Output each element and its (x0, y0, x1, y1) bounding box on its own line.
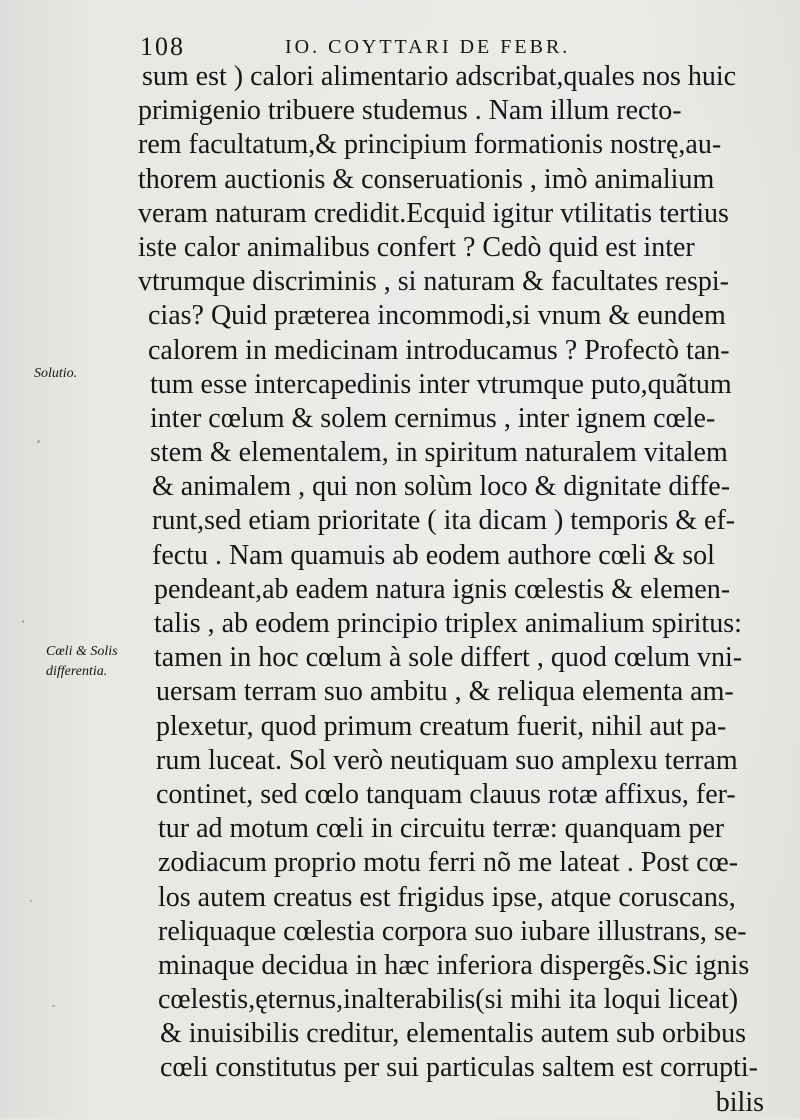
text-line: inter cœlum & solem cernimus , inter ignem cœle- (150, 402, 716, 434)
text-line: rum luceat. Sol verò neutiquam suo amplexu terram (156, 744, 738, 776)
text-line: uersam terram suo ambitu , & reliqua elementa am- (156, 676, 734, 708)
text-line: & inuisibilis creditur, elementalis autem sub orbibus (160, 1018, 747, 1050)
text-line: los autem creatus est frigidus ipse, atque coruscans, (158, 881, 736, 913)
text-line: thorem auctionis & conseruationis , imò animalium (138, 163, 715, 195)
paper-speck (37, 440, 40, 443)
text-line: & animalem , qui non solùm loco & dignitate diffe- (152, 471, 731, 503)
paper-speck (30, 900, 32, 902)
text-line: zodiacum proprio motu ferri nõ me lateat . Post cœ- (158, 847, 739, 879)
text-line: continet, sed cœlo tanquam clauus rotæ affixus, fer- (156, 778, 736, 810)
text-line: sum est ) calori alimentario adscribat,quales nos huic (142, 61, 737, 92)
paper-speck (22, 620, 24, 623)
text-line: cias? Quid præterea incommodi,si vnum & eundem (148, 300, 726, 332)
text-line: tur ad motum cœli in circuitu terræ: quanquam per (158, 813, 725, 845)
text-line: vtrumque discriminis , si naturam & facultates respi- (138, 266, 729, 298)
running-title: IO. COYTTARI DE FEBR. (285, 36, 571, 58)
text-line: fectu . Nam quamuis ab eodem authore cœli & sol (152, 539, 715, 571)
margin-note-line: Cœli & Solis (46, 644, 118, 659)
text-line: veram naturam credidit.Ecquid igitur vtilitatis tertius (138, 197, 729, 229)
text-line: cœlestis,ęternus,inalterabilis(si mihi ita loqui liceat) (158, 984, 739, 1016)
margin-note-solutio: Solutio. (34, 366, 78, 381)
running-head (140, 30, 680, 64)
text-line: plexetur, quod primum creatum fuerit, nihil aut pa- (156, 710, 727, 742)
paper-speck (52, 1005, 55, 1007)
text-line: cœli constitutus per sui particulas saltem est corrupti- (160, 1052, 758, 1084)
page-number: 108 (140, 32, 185, 61)
text-line: reliquaque cœlestia corpora suo iubare illustrans, se- (158, 915, 747, 947)
text-line: rem facultatum,& principium formationis nostrę,au- (138, 129, 722, 161)
catchword-line: bilis (715, 1086, 764, 1118)
body-text (138, 60, 778, 1120)
margin-note-coeli-solis (46, 642, 118, 682)
text-line: talis , ab eodem principio triplex animalium spiritus: (154, 608, 742, 639)
text-line: tum esse intercapedinis inter vtrumque puto,quãtum (150, 368, 732, 400)
text-line: calorem in medicinam introducamus ? Profectò tan- (148, 334, 730, 366)
margin-note-line: differentia. (46, 664, 108, 679)
text-line: iste calor animalibus confert ? Cedò quid est inter (138, 231, 695, 263)
text-line: pendeant,ab eadem natura ignis cœlestis & elemen- (154, 573, 731, 605)
text-line: primigenio tribuere studemus . Nam illum recto- (138, 95, 682, 127)
text-line: tamen in hoc cœlum à sole differt , quod cœlum vni- (154, 642, 743, 674)
text-line: runt,sed etiam prioritate ( ita dicam ) temporis & ef- (152, 505, 736, 537)
text-line: minaque decidua in hæc inferiora dispergẽs.Sic ignis (158, 949, 750, 981)
text-line: stem & elementalem, in spiritum naturalem vitalem (150, 437, 728, 469)
